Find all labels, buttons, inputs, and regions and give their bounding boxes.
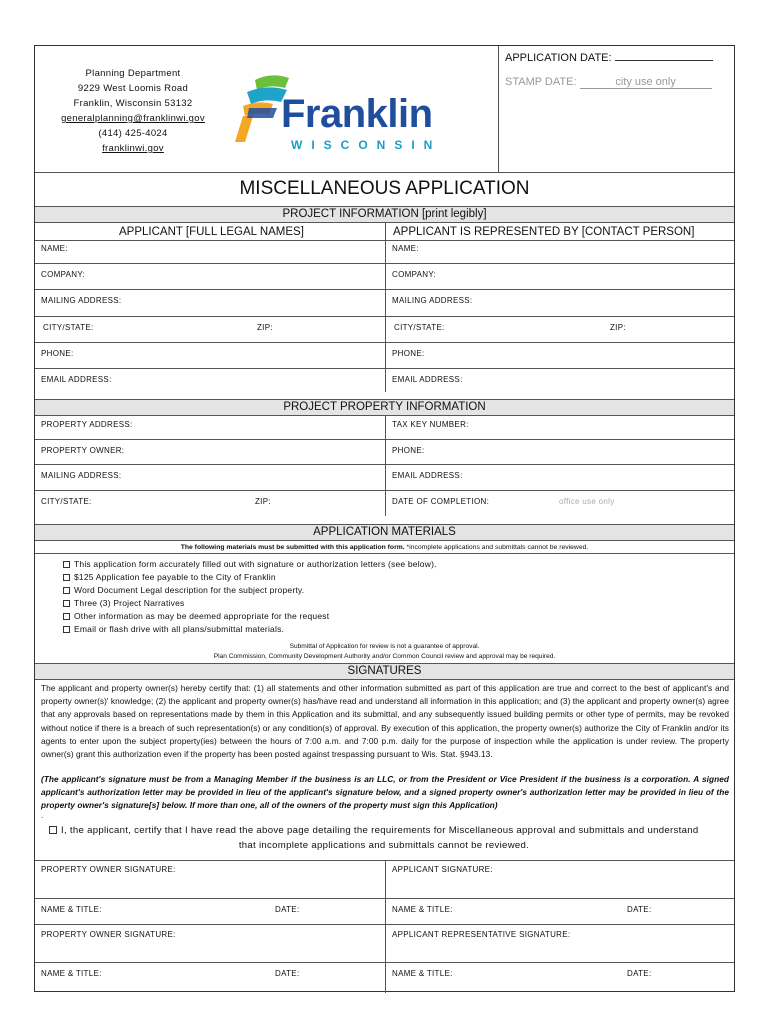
owner-signature-2-label[interactable]: PROPERTY OWNER SIGNATURE:: [41, 930, 176, 939]
property-email-label[interactable]: EMAIL ADDRESS:: [392, 471, 463, 480]
dept-email-link[interactable]: generalplanning@franklinwi.gov: [61, 113, 205, 124]
applicant-mailing-label[interactable]: MAILING ADDRESS:: [41, 296, 122, 305]
checkbox-icon[interactable]: [63, 613, 70, 620]
dept-street: 9229 West Loomis Road: [77, 83, 189, 94]
application-materials-heading: APPLICATION MATERIALS: [35, 524, 734, 541]
checkbox-icon[interactable]: [63, 600, 70, 607]
owner-date-2-label[interactable]: DATE:: [275, 969, 300, 978]
materials-intro: [35, 544, 734, 551]
property-city-label[interactable]: CITY/STATE:: [41, 497, 92, 506]
material-item[interactable]: Three (3) Project Narratives: [63, 598, 184, 608]
checkbox-icon[interactable]: [63, 574, 70, 581]
rep-email-label[interactable]: EMAIL ADDRESS:: [392, 375, 463, 384]
form-title: MISCELLANEOUS APPLICATION: [239, 178, 530, 199]
applicant-date-label[interactable]: DATE:: [627, 905, 652, 914]
application-form: [34, 45, 735, 992]
checkbox-icon[interactable]: [63, 561, 70, 568]
checkbox-icon[interactable]: [63, 587, 70, 594]
certification-text: The applicant and property owner(s) hereby certify that: (1) all statements and other information submitted as part of this application are true and correct to the best of applicant's and property owner(s)' knowledge; (2) the applicant and property owner(s) has/have read and understand all information in this application; and (3) the applicant and property owner(s) agree that any approvals based on representations made by them in this Application and its submittal, and any subsequently issued building permits or other type of permits, may be revoked without notice if there is a breach of such representation(s) or any condition(s) of approval. By execution of this application, the property owner(s) authorize the City of Franklin and/or its agents to enter upon the subject property(ies) between the hours of 7:00 a.m. and 7:00 p.m. daily for the purpose of inspection while the application is under review. The property owner(s) grant this authorization even if the property has been posted against trespassing pursuant to Wis. Stat. §943.13.: [41, 683, 729, 760]
material-item[interactable]: $125 Application fee payable to the City of Franklin: [63, 572, 276, 582]
applicant-name-label[interactable]: NAME:: [41, 244, 68, 253]
representative-heading: APPLICANT IS REPRESENTED BY [CONTACT PERSON]: [393, 226, 695, 238]
representative-signature-label[interactable]: APPLICANT REPRESENTATIVE SIGNATURE:: [392, 930, 571, 939]
applicant-name-title-label[interactable]: NAME & TITLE:: [392, 905, 453, 914]
approval-note-2: Plan Commission, Community Development Authority and/or Common Council review and approval may be required.: [213, 653, 556, 660]
application-date-label: APPLICATION DATE:: [505, 52, 612, 64]
materials-intro-bold: The following materials must be submitted with this application form.: [180, 544, 405, 551]
material-item[interactable]: Word Document Legal description for the subject property.: [63, 585, 304, 595]
rep-company-label[interactable]: COMPANY:: [392, 270, 437, 279]
department-contact: [35, 66, 231, 156]
rep-mailing-label[interactable]: MAILING ADDRESS:: [392, 296, 473, 305]
material-item[interactable]: Other information as may be deemed appropriate for the request: [63, 611, 329, 621]
approval-note-1: Submittal of Application for review is not a guarantee of approval.: [289, 643, 480, 650]
rep-name-label[interactable]: NAME:: [392, 244, 419, 253]
dept-city: Franklin, Wisconsin 53132: [73, 98, 193, 109]
office-use-note: office use only: [559, 497, 615, 506]
dept-website-link[interactable]: franklinwi.gov: [102, 143, 164, 154]
rep-phone-label[interactable]: PHONE:: [392, 349, 425, 358]
completion-date-label[interactable]: DATE OF COMPLETION:: [392, 497, 490, 506]
applicant-city-label[interactable]: CITY/STATE:: [43, 323, 94, 332]
material-item[interactable]: This application form accurately filled out with signature or authorization letters (see below).: [63, 559, 437, 569]
project-information-heading: PROJECT INFORMATION [print legibly]: [35, 206, 734, 223]
rep-city-label[interactable]: CITY/STATE:: [394, 323, 445, 332]
property-information-heading: PROJECT PROPERTY INFORMATION: [35, 399, 734, 416]
applicant-signature-label[interactable]: APPLICANT SIGNATURE:: [392, 865, 493, 874]
rep-zip-label[interactable]: ZIP:: [610, 323, 626, 332]
acknowledgement-checkbox-icon[interactable]: [49, 826, 57, 834]
property-phone-label[interactable]: PHONE:: [392, 446, 425, 455]
signature-requirements-note: (The applicant's signature must be from a Managing Member if the business is an LLC, or from the President or Vice President if the business is a corporation. A signed applicant's authorization letter may be provided in lieu of the applicant's signature below, and a signed property owner's authorization letter may be provided in lieu of the property owner's signature[s] below. If more than one, all of the owners of the property must sign this Application): [41, 774, 729, 811]
applicant-phone-label[interactable]: PHONE:: [41, 349, 74, 358]
dept-name: Planning Department: [85, 68, 181, 79]
property-mailing-label[interactable]: MAILING ADDRESS:: [41, 471, 122, 480]
applicant-heading: APPLICANT [FULL LEGAL NAMES]: [119, 226, 304, 238]
applicant-company-label[interactable]: COMPANY:: [41, 270, 86, 279]
owner-name-title-2-label[interactable]: NAME & TITLE:: [41, 969, 102, 978]
checkbox-icon[interactable]: [63, 626, 70, 633]
stamp-date: [505, 76, 712, 89]
representative-date-label[interactable]: DATE:: [627, 969, 652, 978]
materials-intro-rest: *incomplete applications and submittals cannot be reviewed.: [404, 544, 589, 551]
acknowledgement-line-1: I, the applicant, certify that I have read the above page detailing the requirements for Miscellaneous approval and submittals and understand: [61, 825, 699, 836]
acknowledgement-line-2: that incomplete applications and submittals cannot be reviewed.: [238, 840, 530, 851]
signatures-heading: SIGNATURES: [35, 663, 734, 680]
application-date: [505, 50, 713, 64]
stamp-date-label: STAMP DATE:: [505, 76, 577, 88]
tax-key-label[interactable]: TAX KEY NUMBER:: [392, 420, 469, 429]
property-owner-label[interactable]: PROPERTY OWNER:: [41, 446, 125, 455]
stamp-date-value: city use only: [580, 76, 712, 89]
owner-signature-label[interactable]: PROPERTY OWNER SIGNATURE:: [41, 865, 176, 874]
representative-name-title-label[interactable]: NAME & TITLE:: [392, 969, 453, 978]
applicant-zip-label[interactable]: ZIP:: [257, 323, 273, 332]
note-period: .: [41, 811, 44, 820]
owner-name-title-label[interactable]: NAME & TITLE:: [41, 905, 102, 914]
acknowledgement: [49, 823, 729, 853]
logo-subtext: WISCONSIN: [291, 138, 442, 152]
franklin-logo: [233, 72, 453, 152]
applicant-email-label[interactable]: EMAIL ADDRESS:: [41, 375, 112, 384]
dept-phone: (414) 425-4024: [98, 128, 168, 139]
owner-date-label[interactable]: DATE:: [275, 905, 300, 914]
property-address-label[interactable]: PROPERTY ADDRESS:: [41, 420, 133, 429]
property-zip-label[interactable]: ZIP:: [255, 497, 271, 506]
material-item[interactable]: Email or flash drive with all plans/submittal materials.: [63, 624, 284, 634]
application-date-field[interactable]: [615, 50, 713, 61]
logo-wordmark: Franklin: [281, 92, 433, 136]
